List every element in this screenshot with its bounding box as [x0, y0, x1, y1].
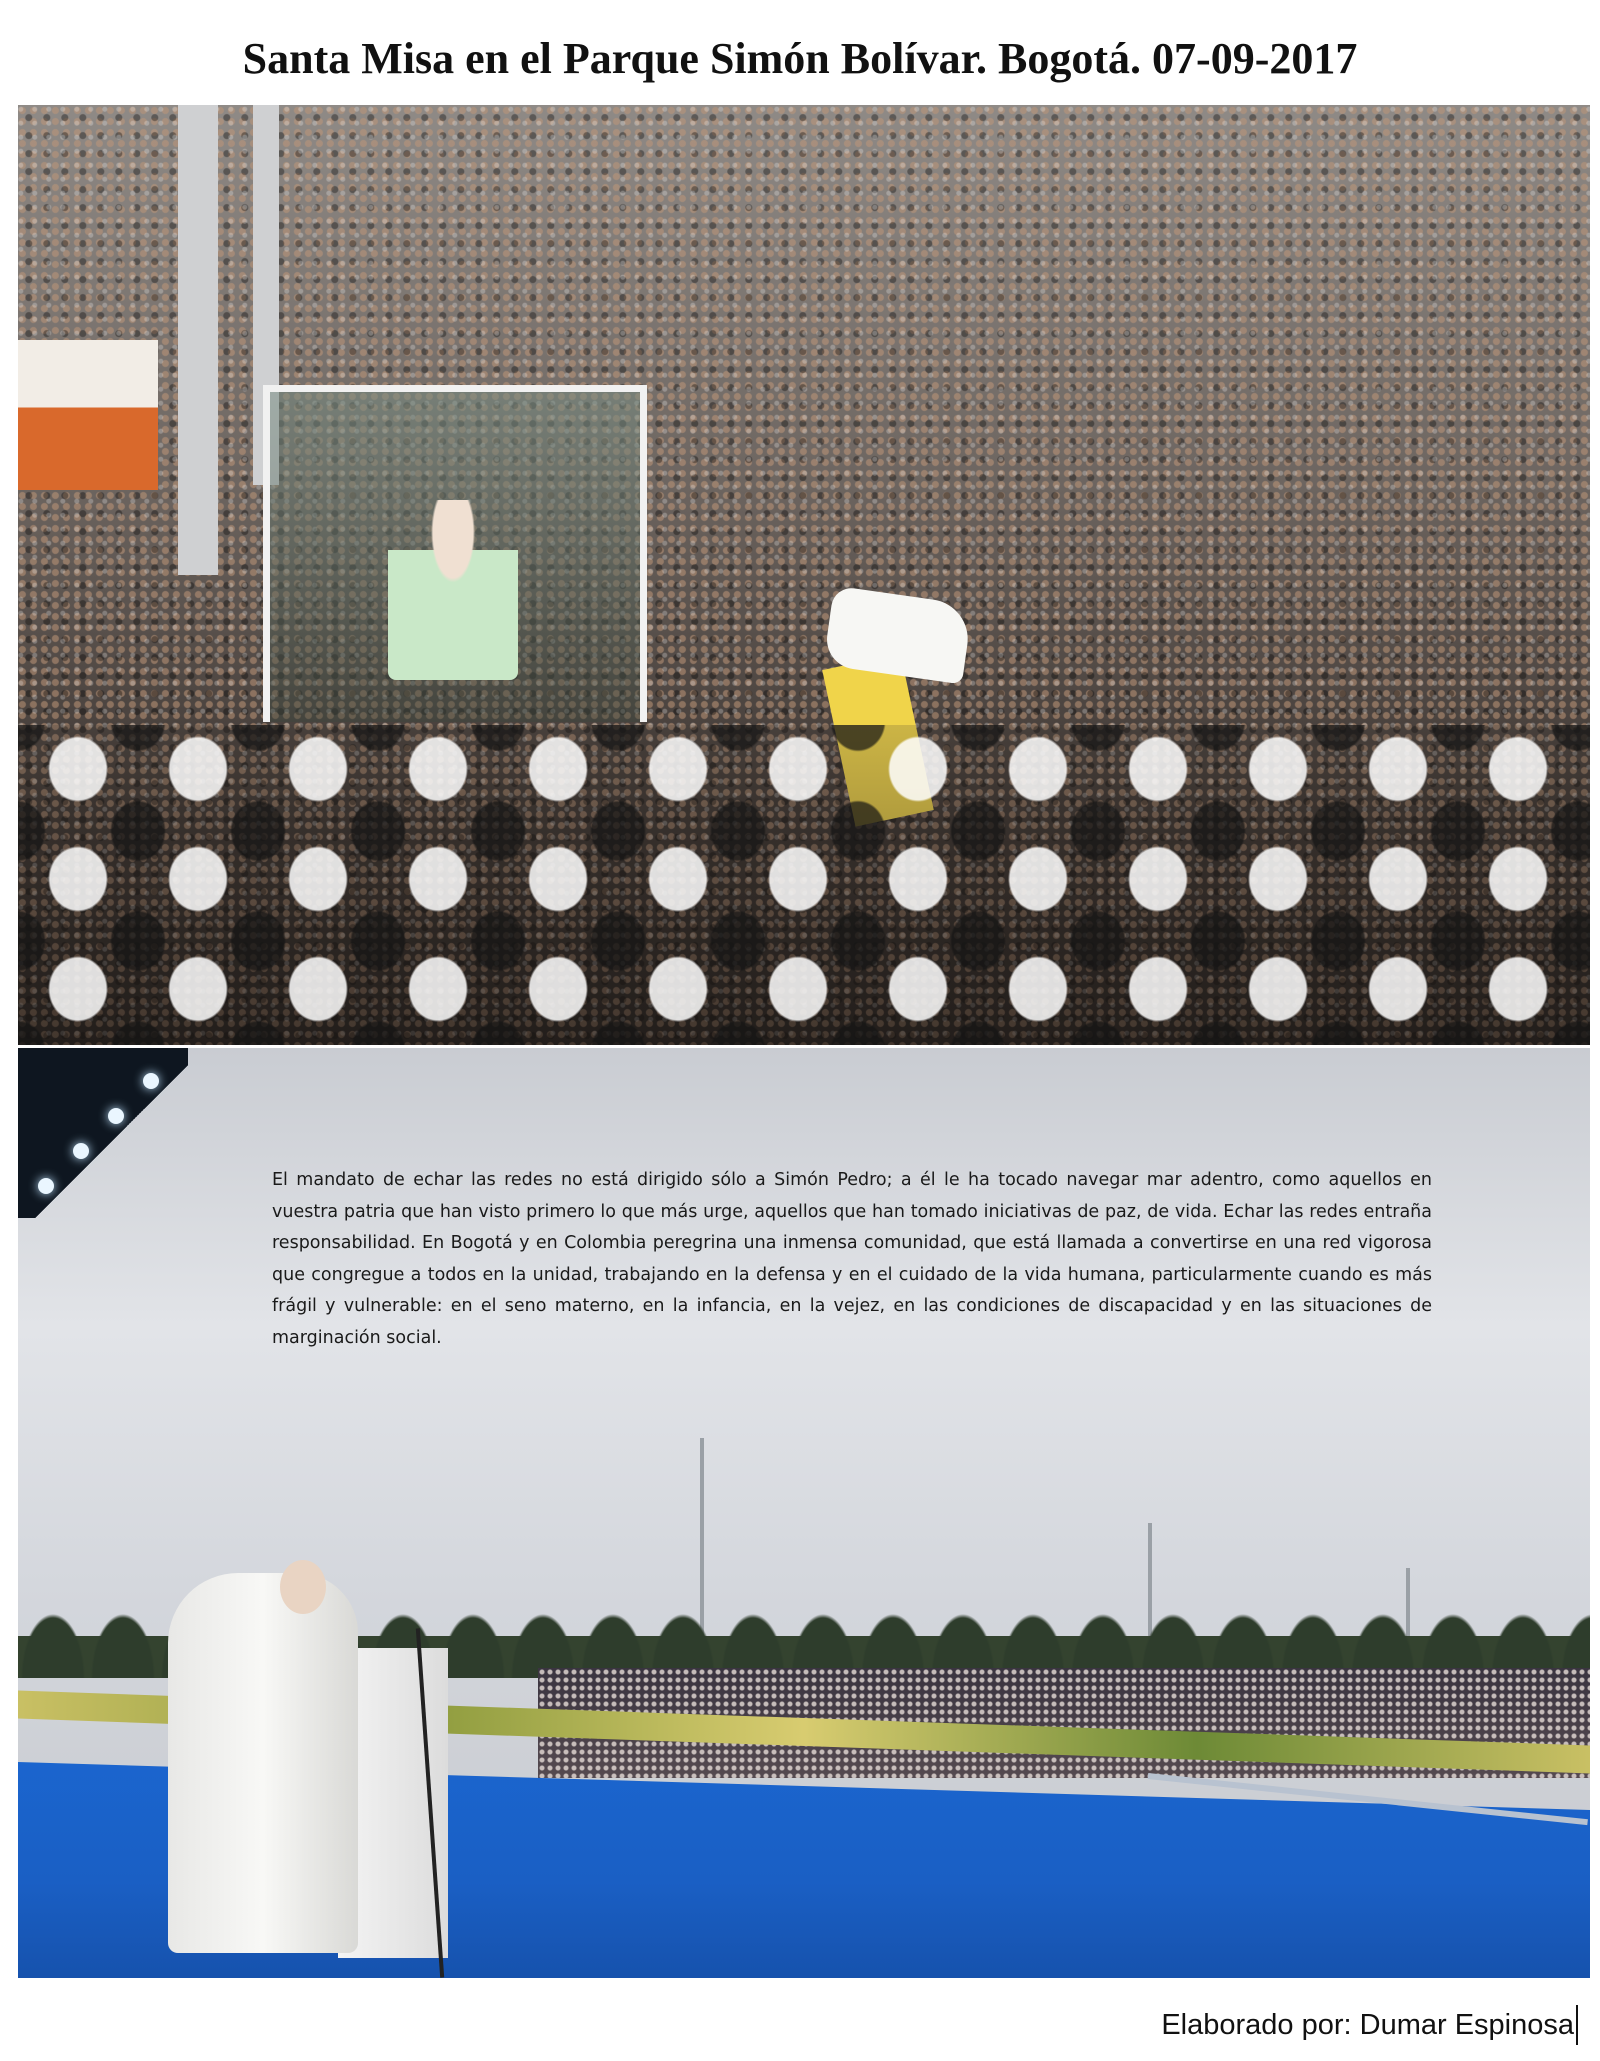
crowd-foreground	[18, 725, 1590, 1045]
celebrant	[168, 1573, 358, 1953]
celebrant-head	[280, 1560, 326, 1614]
pope-figure	[388, 500, 518, 680]
tent	[18, 340, 158, 490]
light-dot	[108, 1108, 124, 1124]
light-dot	[38, 1178, 54, 1194]
crowd-photo	[18, 105, 1590, 1045]
light-dot	[143, 1073, 159, 1089]
light-dot	[73, 1143, 89, 1159]
page-title: Santa Misa en el Parque Simón Bolívar. Bogotá. 07-09-2017	[242, 34, 1358, 84]
author-credit: Elaborado por: Dumar Espinosa	[1161, 2005, 1578, 2045]
homily-quote: El mandato de echar las redes no está dirigido sólo a Simón Pedro; a él le ha tocado navegar mar adentro, como aquellos en vuestra patria que han visto primero lo que más urge, aquellos que han tomado iniciativas de paz, de vida. Echar las redes entraña responsabilidad. En Bogotá y en Colombia peregrina una inmensa comunidad, que está llamada a convertirse en una red vigorosa que congregue a todos en la unidad, trabajando en la defensa y en el cuidado de la vida humana, particularmente cuando es más frágil y vulnerable: en el seno materno, en la infancia, en la vejez, en las condiciones de discapacidad y en las situaciones de marginación social.	[272, 1170, 1432, 1348]
light-pole	[178, 105, 218, 575]
